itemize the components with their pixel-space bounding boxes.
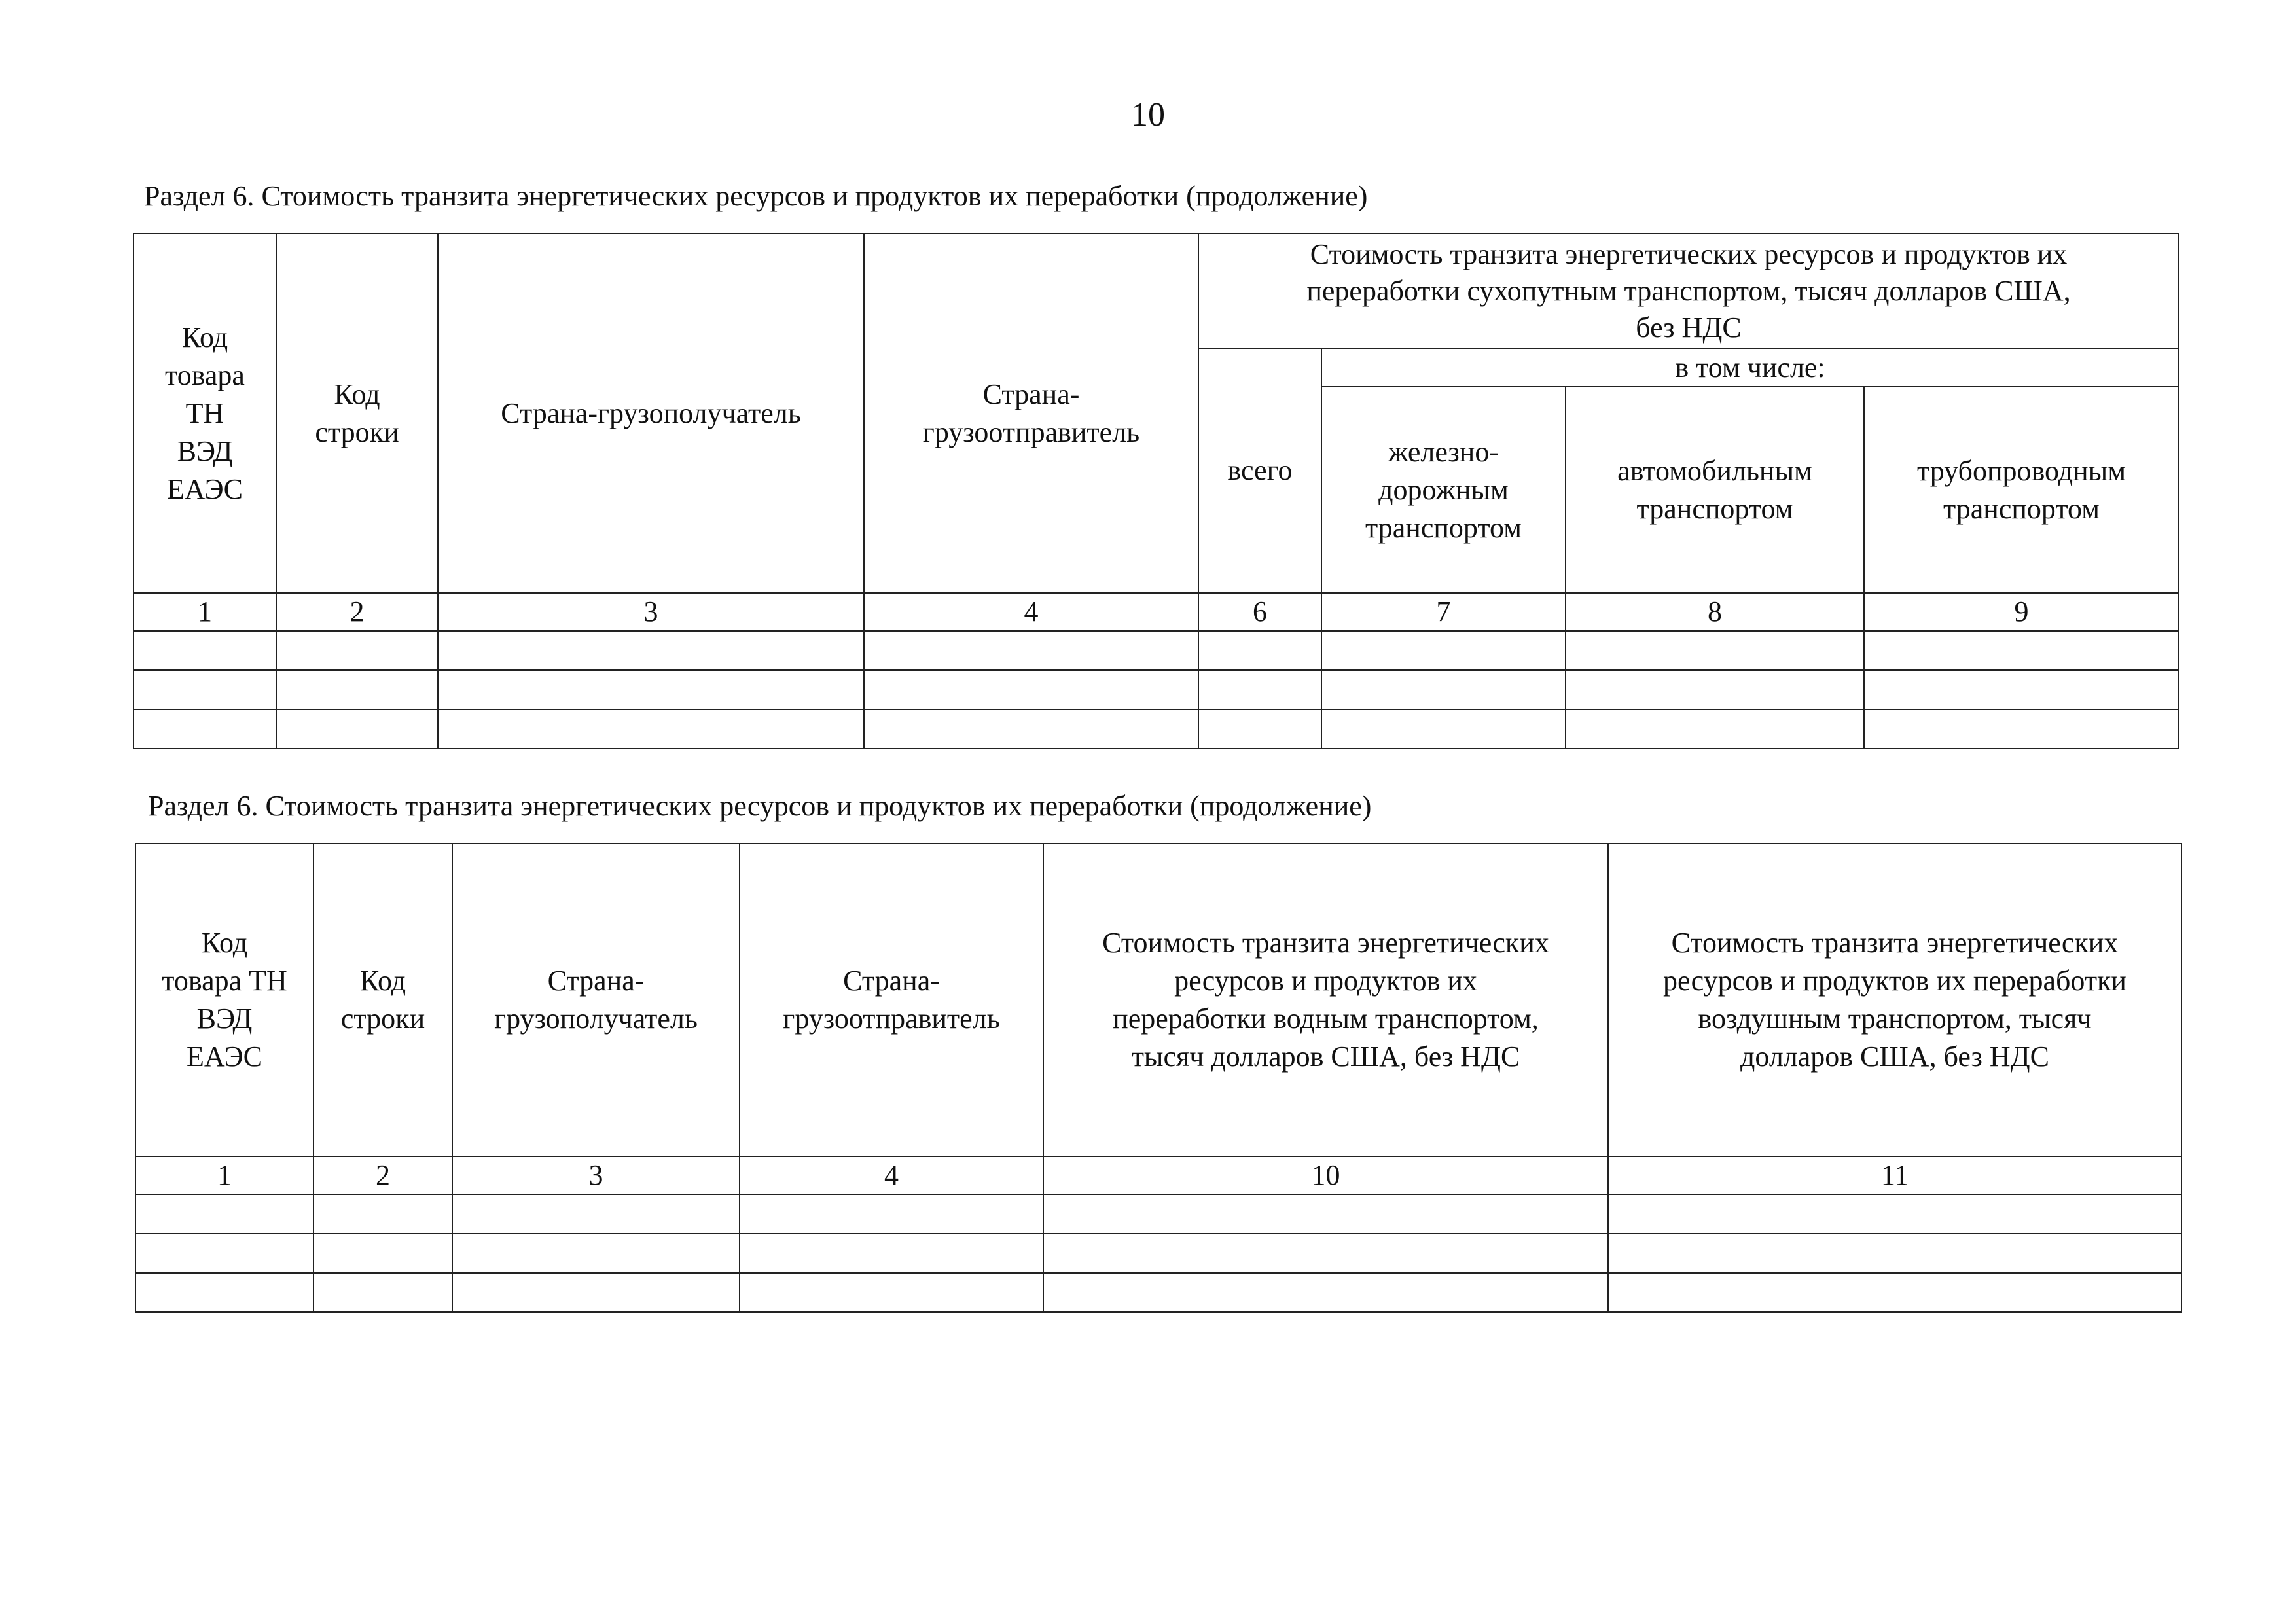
table-row — [135, 1273, 2181, 1312]
column-number: 2 — [276, 593, 438, 631]
table-cell[interactable] — [314, 1234, 452, 1273]
header-row-code: Код строки — [314, 844, 452, 1156]
table-cell[interactable] — [740, 1194, 1043, 1234]
column-number: 7 — [1321, 593, 1566, 631]
table-cell[interactable] — [1321, 631, 1566, 670]
header-road-transport: автомобильным транспортом — [1566, 387, 1864, 593]
column-number: 1 — [134, 593, 276, 631]
table-cell[interactable] — [276, 670, 438, 709]
table-cell[interactable] — [135, 1194, 314, 1234]
table-cell[interactable] — [438, 670, 864, 709]
table-cell[interactable] — [438, 631, 864, 670]
header-consignee-country: Страна-грузополучатель — [438, 234, 864, 593]
header-water-transport-cost: Стоимость транзита энергетических ресурсов и продуктов их переработки водным транспортом, тысяч долларов США, без НДС — [1043, 844, 1608, 1156]
table-cell[interactable] — [1043, 1234, 1608, 1273]
table-cell[interactable] — [134, 631, 276, 670]
column-numbers-row — [134, 593, 2179, 631]
table-cell[interactable] — [1864, 709, 2179, 749]
table-cell[interactable] — [740, 1234, 1043, 1273]
header-air-transport-cost: Стоимость транзита энергетических ресурсов и продуктов их переработки воздушным транспортом, тысяч долларов США, без НДС — [1608, 844, 2181, 1156]
table-cell[interactable] — [314, 1273, 452, 1312]
table-cell[interactable] — [452, 1234, 740, 1273]
header-pipeline-transport: трубопроводным транспортом — [1864, 387, 2179, 593]
table-cell[interactable] — [135, 1273, 314, 1312]
table-cell[interactable] — [1321, 709, 1566, 749]
table-cell[interactable] — [1198, 631, 1321, 670]
table-cell[interactable] — [1043, 1273, 1608, 1312]
table-cell[interactable] — [452, 1273, 740, 1312]
column-number: 3 — [452, 1156, 740, 1194]
table-row — [135, 1234, 2181, 1273]
table-cell[interactable] — [135, 1234, 314, 1273]
table-cell[interactable] — [1608, 1194, 2181, 1234]
column-number: 2 — [314, 1156, 452, 1194]
column-numbers-row — [135, 1156, 2181, 1194]
table-row — [134, 631, 2179, 670]
column-number: 1 — [135, 1156, 314, 1194]
table-cell[interactable] — [1321, 670, 1566, 709]
table-cell[interactable] — [1198, 670, 1321, 709]
header-total: всего — [1198, 348, 1321, 593]
table-cell[interactable] — [134, 670, 276, 709]
table-row — [134, 670, 2179, 709]
table-cell[interactable] — [864, 709, 1198, 749]
table-cell[interactable] — [452, 1194, 740, 1234]
table-cell[interactable] — [1864, 670, 2179, 709]
table-row — [134, 709, 2179, 749]
table-cell[interactable] — [864, 631, 1198, 670]
header-rail-transport: железно- дорожным транспортом — [1321, 387, 1566, 593]
column-number: 6 — [1198, 593, 1321, 631]
table-cell[interactable] — [134, 709, 276, 749]
header-shipper-country: Страна- грузоотправитель — [740, 844, 1043, 1156]
column-number: 10 — [1043, 1156, 1608, 1194]
table-cell[interactable] — [1566, 670, 1864, 709]
header-consignee-country: Страна- грузополучатель — [452, 844, 740, 1156]
table-row — [135, 1194, 2181, 1234]
table-cell[interactable] — [1043, 1194, 1608, 1234]
water-air-transit-table — [135, 843, 2182, 1313]
table-cell[interactable] — [276, 631, 438, 670]
column-number: 4 — [864, 593, 1198, 631]
page-number: 10 — [1131, 96, 1165, 134]
table-cell[interactable] — [1864, 631, 2179, 670]
header-land-transport-cost: Стоимость транзита энергетических ресурсов и продуктов их переработки сухопутным транспортом, тысяч долларов США, без НДС — [1198, 234, 2179, 348]
table-cell[interactable] — [1566, 709, 1864, 749]
table-cell[interactable] — [1608, 1234, 2181, 1273]
table-cell[interactable] — [314, 1194, 452, 1234]
section-title-1: Раздел 6. Стоимость транзита энергетических ресурсов и продуктов их переработки (продолжение) — [144, 180, 1368, 212]
table-cell[interactable] — [438, 709, 864, 749]
land-transit-table — [133, 233, 2179, 749]
header-code-tn-ved: Код товара ТН ВЭД ЕАЭС — [134, 234, 276, 593]
section-title-2: Раздел 6. Стоимость транзита энергетических ресурсов и продуктов их переработки (продолжение) — [148, 790, 1372, 822]
header-row-code: Код строки — [276, 234, 438, 593]
table-cell[interactable] — [1566, 631, 1864, 670]
column-number: 8 — [1566, 593, 1864, 631]
column-number: 11 — [1608, 1156, 2181, 1194]
column-number: 9 — [1864, 593, 2179, 631]
table-cell[interactable] — [740, 1273, 1043, 1312]
column-number: 3 — [438, 593, 864, 631]
table-cell[interactable] — [1608, 1273, 2181, 1312]
table-cell[interactable] — [1198, 709, 1321, 749]
table-cell[interactable] — [276, 709, 438, 749]
header-shipper-country: Страна- грузоотправитель — [864, 234, 1198, 593]
header-including: в том числе: — [1321, 348, 2179, 387]
header-code-tn-ved: Код товара ТН ВЭД ЕАЭС — [135, 844, 314, 1156]
table-cell[interactable] — [864, 670, 1198, 709]
column-number: 4 — [740, 1156, 1043, 1194]
